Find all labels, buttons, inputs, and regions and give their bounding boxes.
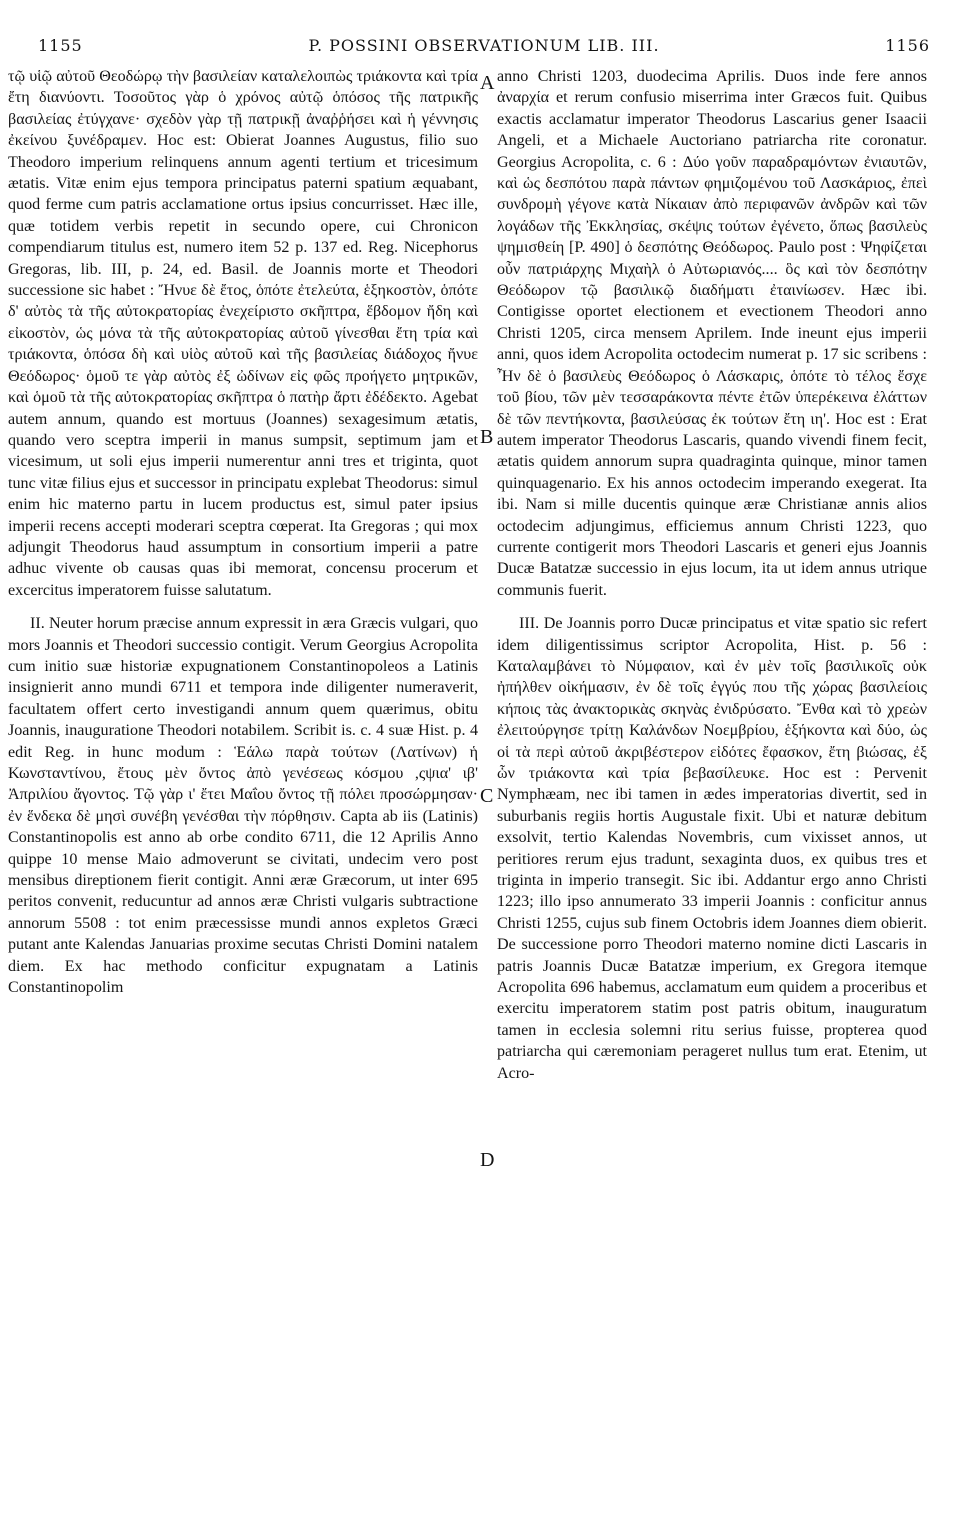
page-number-left: 1155 bbox=[38, 36, 83, 55]
paragraph: anno Christi 1203, duodecima Aprilis. Duos inde fere annos ἀναρχία et rerum confusio miserrima inter Græcos fuit. Quibus exactis acclamatur imperator Theodorus Lascarius gener Isaacii Angeli, et a Michaele Auctoriano patriarcha rite coronatur. Georgius Acropolita, c. 6 : Δύο γοῦν παραδραμόντων ἐνιαυτῶν, καὶ ὡς δεσπότου παρὰ πάντων φημιζομένου τοῦ Λασκάριος, ἐπεὶ συνδρομὴ γέγονε κατὰ Νίκαιαν ἀπὸ περιφανῶν ἀνδρῶν καὶ τῶν λογάδων τῆς Ἐκκλησίας, σκέψις τούτων ἐγένετο, ὅπως βασιλεὺς ψημισθείη [P. 490] ὁ δεσπότης Θεόδωρος. Paulo post : Ψηφίζεται οὖν πατριάρχης Μιχαὴλ ὁ Αὐτωριανός.... ὃς καὶ τὸν δεσπότην Θεόδωρον τῷ βασιλικῷ διαδήματι ἐταινίωσεν. Hæc ibi. Contigisse oportet electionem et evectionem Theodori anno Christi 1205, circa mensem Aprilem. Inde ineunt ejus imperii anni, quos idem Acropolita octodecim numerat p. 17 sic scribens : Ἦν δὲ ὁ βασιλεὺς Θεόδωρος ὁ Λάσκαρις, ὁπότε τὸ τέλος ἔσχε τοῦ βίου, τῶν μὲν τεσσαράκοντα πέντε ἐτῶν ὑπερέκεινα ἐλάττων δὲ τῶν πεντήκοντα, βασιλεύσας ἐκ τούτων ἔτη ιη'. Hoc est : Erat autem imperator Theodorus Lascaris, quando vivendi finem fecit, ætatis quidem annorum supra quadraginta quinque, minor tamen quinquagenario. Ex his annos octodecim imperando exegerat. Ita ibi. Nam si mille ducentis quinque æræ Christianæ annis alios octodecim adjungimus, efficiemus annum Christi 1223, quo currente contigerit mors Theodori Lascaris et generi ejus Joannis Ducæ Batatzæ successio in ejus locum, ita ut idem annus utrique communis fuerit. bbox=[497, 68, 927, 599]
margin-letter: B bbox=[480, 426, 494, 448]
left-column bbox=[8, 66, 478, 998]
running-title: P. POSSINI OBSERVATIONUM LIB. III. bbox=[308, 36, 660, 55]
paragraph: τῷ υἱῷ αὐτοῦ Θεοδώρῳ τὴν βασιλείαν καταλελοιπὼς τριάκοντα καὶ τρία ἔτη διανύοντι. Τοσοῦτος γὰρ ὁ χρόνος αὐτῷ ὁπόσος τῆς πατρικῆς βασιλείας ἐτύγχανε· σχεδὸν γὰρ τῇ πατρικῇ ἀναῤῥήσει καὶ ἡ γέννησις ἐκείνου ξυνέδραμεν. Hoc est: Obierat Joannes Augustus, filio suo Theodoro imperium relinquens annum agenti tertium et tricesimum ætatis. Vitæ enim ejus tempora principatus paterni spatium æquabant, quod ferme cum patris acclamatione ortus ipsius concurrisset. Hæc ille, quæ totidem verbis repetit in secundo opere, cui Chronicon compendiarum titulus est, numero item 52 p. 137 ed. Reg. Nicephorus Gregoras, lib. III, p. 24, ed. Basil. de Joannis morte et Theodori successione sic habet : Ἤνυε δὲ ἔτος, ὁπότε ἐτελεύτα, ἑξηκοστὸν, ὁπότε δ' αὐτὸς τὰ τῆς αὐτοκρατορίας ἐνεχείριστο σκῆπτρα, ἕβδομον ἤδη καὶ εἰκοστὸν, ὡς μόνα τὰ τῆς αὐτοκρατορίας αὐτοῦ γίνεσθαι ἔτη τρία καὶ τριάκοντα, ὁπόσα δὴ καὶ υἱὸς αὐτοῦ καὶ τῆς βασιλείας διάδοχος ἤνυε Θεόδωρος· ὁμοῦ τε γὰρ αὐτὸς ἐξ ὠδίνων εἰς φῶς προήγετο μητρικῶν, καὶ ὁμοῦ τὰ τῆς αὐτοκρατορίας σκῆπτρα ὁ πατὴρ ἄρτι ἐδέδεκτο. Agebat autem annum, quando est mortuus (Joannes) sexagesimum ætatis, quando vero sceptra imperii in manus sumpsit, septimum jam et vicesimum, ut soli ejus imperii numerentur anni tres et triginta, quot tunc vitæ filius ejus et successor in principatu explebat Theodorus: simul enim hic materno partu in lucem productus est, simul pater ipsius imperii recens accepti moderari sceptra cœperat. Ita Gregoras ; qui mox adjungit Theodorus haud assumptum in consortium imperii a patre adhuc vivente ob causas quas ibi memorat, concensu procerum et excercitus imperatorem fuisse salutatum. bbox=[8, 68, 478, 599]
page-number-right: 1156 bbox=[885, 36, 930, 55]
paragraph: II. Neuter horum præcise annum expressit in æra Græcis vulgari, quo mors Joannis et Theodori successio contigit. Verum Georgius Acropolita cum initio suæ historiæ expugnationem Constantinopoleos a Latinis insignierit anno mundi 6711 et tempora inde diligenter numeraverit, facultatem offert certo investigandi annum quem quærimus, obitu Joannis, inauguratione Theodori notabilem. Scribit is. c. 4 suæ Hist. p. 4 edit Reg. in hunc modum : Ἑάλω παρὰ τούτων (Λατίνων) ἡ Κωνσταντίνου, ἔτους μὲν ὄντος ἀπὸ γενέσεως κόσμου ,ςψια' ιβ' Ἀπριλίου ἄγοντος. Τῷ γὰρ ι' ἔτει Μαΐου ὄντος τῇ πόλει προσώρμησαν· ἐν ἕνδεκα δὲ μησὶ συνέβη γενέσθαι τὴν πόρθησιν. Capta ab iis (Latinis) Constantinopolis est anno ab orbe condito 6711, die 12 Aprilis Anno quippe 10 mense Maio admoverunt se civitati, undecim vero post mensibus direptionem fierit contigit. Anni æræ Græcorum, ut inter 695 peritos convenit, reducuntur ad annos æræ Christi vulgaris subtractione annorum 5508 : tot enim præcessisse mundi annos expletos Græci putant ante Kalendas Januarias proxime secutas Christi Domini natalem diem. Ex hac methodo conficitur expugnatam a Latinis Constantinopolim bbox=[8, 615, 478, 997]
margin-letter: C bbox=[480, 785, 494, 807]
margin-letter: D bbox=[480, 1149, 495, 1171]
page-header bbox=[38, 36, 930, 58]
paragraph: III. De Joannis porro Ducæ principatus et vitæ spatio sic refert idem diligentissimus scriptor Acropolita, Hist. p. 56 : Καταλαμβάνει τὸ Νύμφαιον, καὶ ἐν μὲν τοῖς βασιλικοῖς οὐκ ἠπήλθεν οἰκήμασιν, ἐν δὲ τοῖς ἐγγύς που τῆς χώρας βασιλείοις κήποις τὰς ἀνακτορικὰς σκηνὰς ἐνιδρύσατο. Ἔνθα καὶ τὸ χρεὼν ἐλειτούργησε τρίτῃ Καλάνδων Νοεμβρίου, ἑξήκοντα καὶ δύο, ὡς οἱ τὰ περὶ αὐτοῦ ἀκριβέστερον εἰδότες ἔφασκον, ἔτη βιώσας, ἐξ ὧν τριάκοντα καὶ τρία βεβασίλευκε. Hoc est : Pervenit Nymphæam, nec ibi tamen in ædes imperatorias divertit, sed in suburbanis regiis hortis Augustale fixit. Ubi et naturæ debitum exsolvit, tertio Kalendas Novembris, cum vixisset annos, ut peritiores rerum ejus tradunt, sexaginta duos, ex quibus tres et triginta in imperio transegit. Sic ibi. Addantur ergo anno Christi 1223; illo ipso annumerato 33 imperii Joannis : conficitur annus Christi 1255, cujus sub finem Octobris idem Joannes diem obierit. De successione porro Theodori materno nomine dicti Lascaris in patris Joannis Ducæ Batatzæ imperium, ex Gregora itemque Acropolita 696 habemus, acclamatum eum quidem a proceribus et exercitu imperatorem statim post patris obitum, inauguratum tamen in ecclesia solemni ritu serius fuisse, propterea quod patriarcha qui cæremoniam perageret nullus tum erat. Etenim, ut Acro- bbox=[497, 615, 927, 1082]
margin-letter: A bbox=[480, 72, 495, 94]
right-column bbox=[497, 66, 927, 1084]
